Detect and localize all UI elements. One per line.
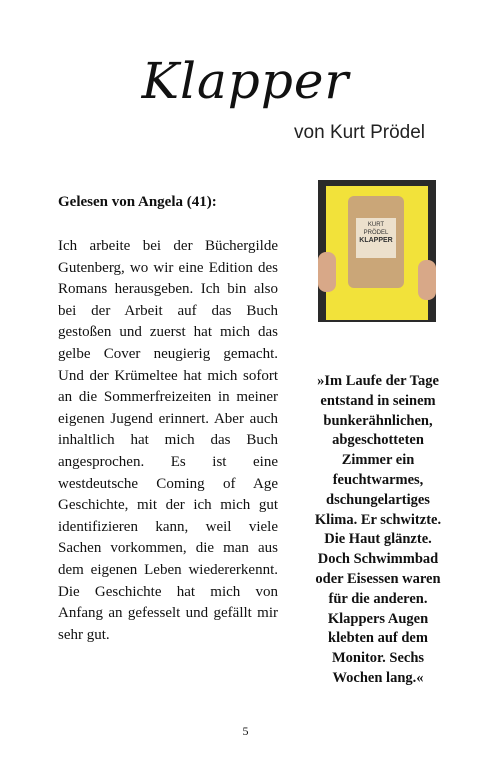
jar-label [356,218,396,258]
right-hand [418,260,436,300]
cover-author: KURT PRÖDEL [363,222,389,236]
jar-illustration [348,196,404,288]
page-number: 5 [242,724,249,738]
review-text: Ich arbeite bei der Büchergilde Gutenberg, wo wir eine Edition des Romans herausgeben. Ich bin also bei der Arbeit auf das Buch gestoßen und zuerst hat mich das gelbe Cover neugierig gemacht. Und der Krümeltee hat mich sofort an die Sommerfreizeiten in meiner eigenen Jugend erinnert. Aber auch inhaltlich hat mich das Buch angesprochen. Es ist eine westdeutsche Coming of Age Geschichte, mit der ich mich gut identifizieren kann, weil viele Sachen vorkommen, die man aus dem eigenen Leben wiedererkennt. Die Geschichte hat mich von Anfang an gefesselt und gefällt mir sehr gut. [58,238,278,643]
left-hand [318,252,336,292]
book-cover [326,186,428,320]
reviewer-heading: Gelesen von Angela (41): [58,194,217,210]
book-author: von Kurt Prödel [294,122,425,143]
book-quote: »Im Laufe der Tage entstand in seinem bunkerähnlichen, abgeschotteten Zimmer ein feuchtwarmes, dschungelartiges Klima. Er schwitzte. Die Haut glänzte. Doch Schwimmbad oder Eisessen waren für die anderen. Klappers Augen klebten auf dem Monitor. Sechs Wochen lang.« [314,373,442,686]
book-photo [318,180,436,322]
book-title: Klapper [141,52,350,110]
cover-title: KLAPPER [359,237,393,244]
